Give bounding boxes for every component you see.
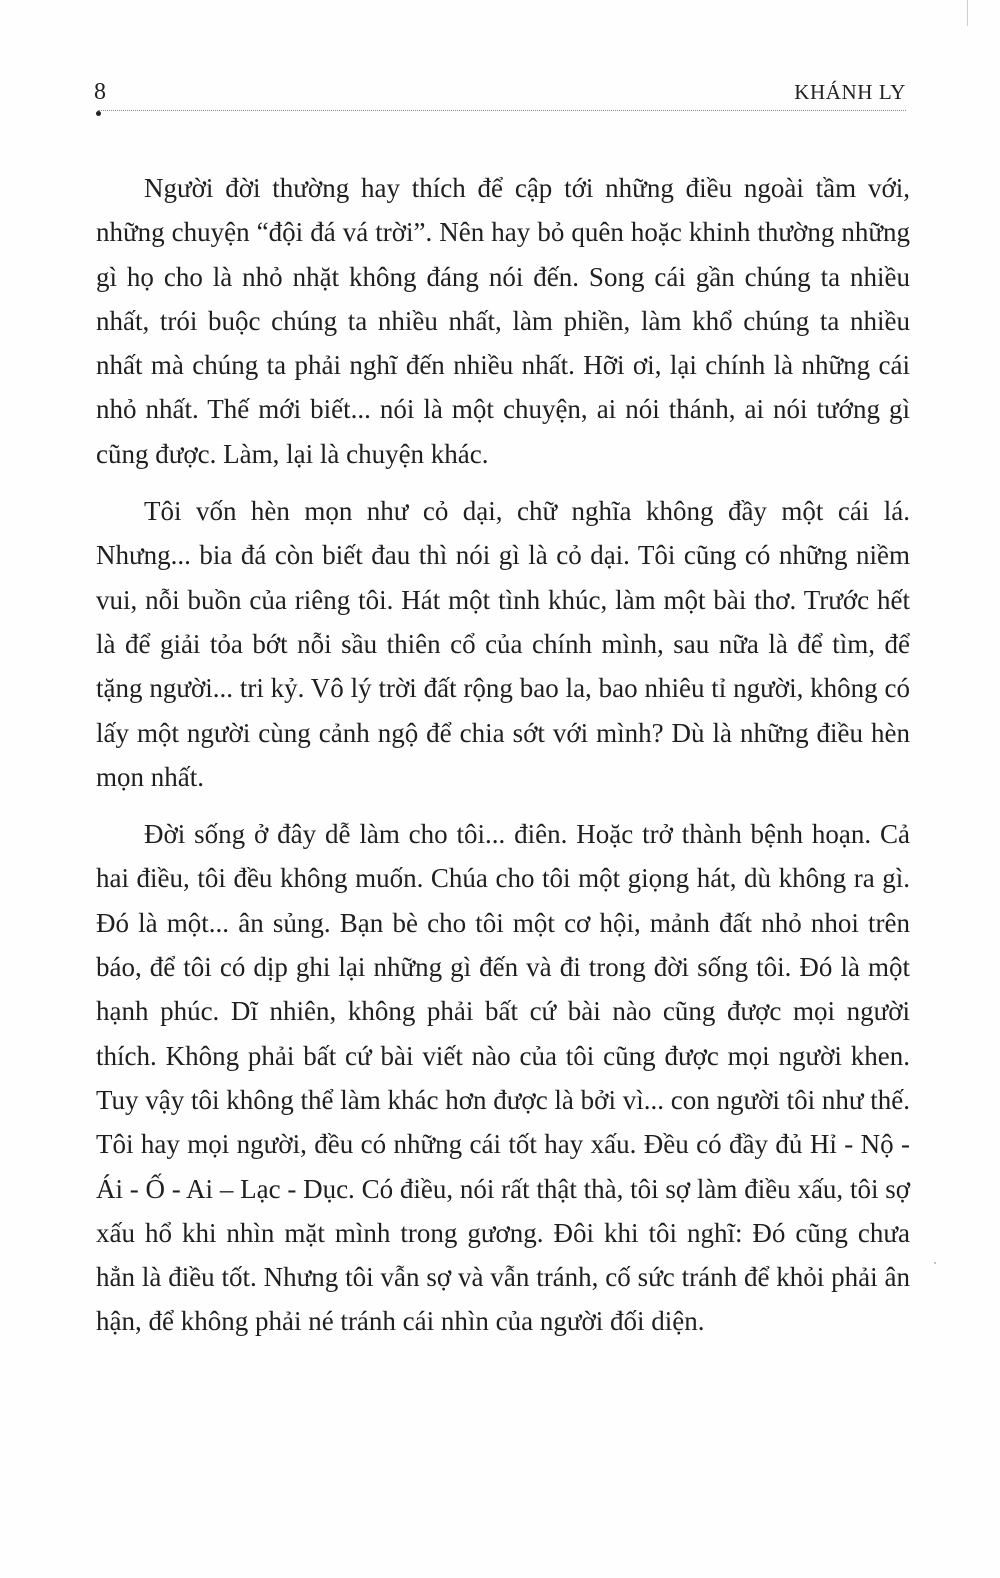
page-number: 8 [94,79,106,105]
running-head: KHÁNH LY [794,80,906,104]
print-speck [934,1262,936,1264]
paragraph-2: Tôi vốn hèn mọn như cỏ dại, chữ nghĩa không đầy một cái lá. Nhưng... bia đá còn biết đau thì nói gì là cỏ dại. Tôi cũng có những niềm vui, nỗi buồn của riêng tôi. Hát một tình khúc, làm một bài thơ. Trước hết là để giải tỏa bớt nỗi sầu thiên cổ của chính mình, sau nữa là để tìm, để tặng người... tri kỷ. Vô lý trời đất rộng bao la, bao nhiêu tỉ người, không có lấy một người cùng cảnh ngộ để chia sớt với mình? Dù là những điều hèn mọn nhất. [96,496,910,792]
page-edge-line [967,0,968,26]
page-header [90,76,906,120]
paragraph-1: Người đời thường hay thích để cập tới những điều ngoài tầm với, những chuyện “đội đá vá trời”. Nên hay bỏ quên hoặc khinh thường những gì họ cho là nhỏ nhặt không đáng nói đến. Song cái gần chúng ta nhiều nhất, trói buộc chúng ta nhiều nhất, làm phiền, làm khổ chúng ta nhiều nhất mà chúng ta phải nghĩ đến nhiều nhất. Hỡi ơi, lại chính là những cái nhỏ nhất. Thế mới biết... nói là một chuyện, ai nói thánh, ai nói tướng gì cũng được. Làm, lại là chuyện khác. [96,173,910,469]
header-rule-dot [96,111,101,116]
body-text [96,166,910,1357]
header-rule [98,110,906,111]
paragraph-3: Đời sống ở đây dễ làm cho tôi... điên. Hoặc trở thành bệnh hoạn. Cả hai điều, tôi đều không muốn. Chúa cho tôi một giọng hát, dù không ra gì. Đó là một... ân sủng. Bạn bè cho tôi một cơ hội, mảnh đất nhỏ nhoi trên báo, để tôi có dịp ghi lại những gì đến và đi trong đời sống tôi. Đó là một hạnh phúc. Dĩ nhiên, không phải bất cứ bài nào cũng được mọi người thích. Không phải bất cứ bài viết nào của tôi cũng được mọi người khen. Tuy vậy tôi không thể làm khác hơn được là bởi vì... con người tôi như thế. Tôi hay mọi người, đều có những cái tốt hay xấu. Đều có đầy đủ Hỉ - Nộ - Ái - Ố - Ai – Lạc - Dục. Có điều, nói rất thật thà, tôi sợ làm điều xấu, tôi sợ xấu hổ khi nhìn mặt mình trong gương. Đôi khi tôi nghĩ: Đó cũng chưa hẳn là điều tốt. Nhưng tôi vẫn sợ và vẫn tránh, cố sức tránh để khỏi phải ân hận, để không phải né tránh cái nhìn của người đối diện. [96,819,910,1337]
